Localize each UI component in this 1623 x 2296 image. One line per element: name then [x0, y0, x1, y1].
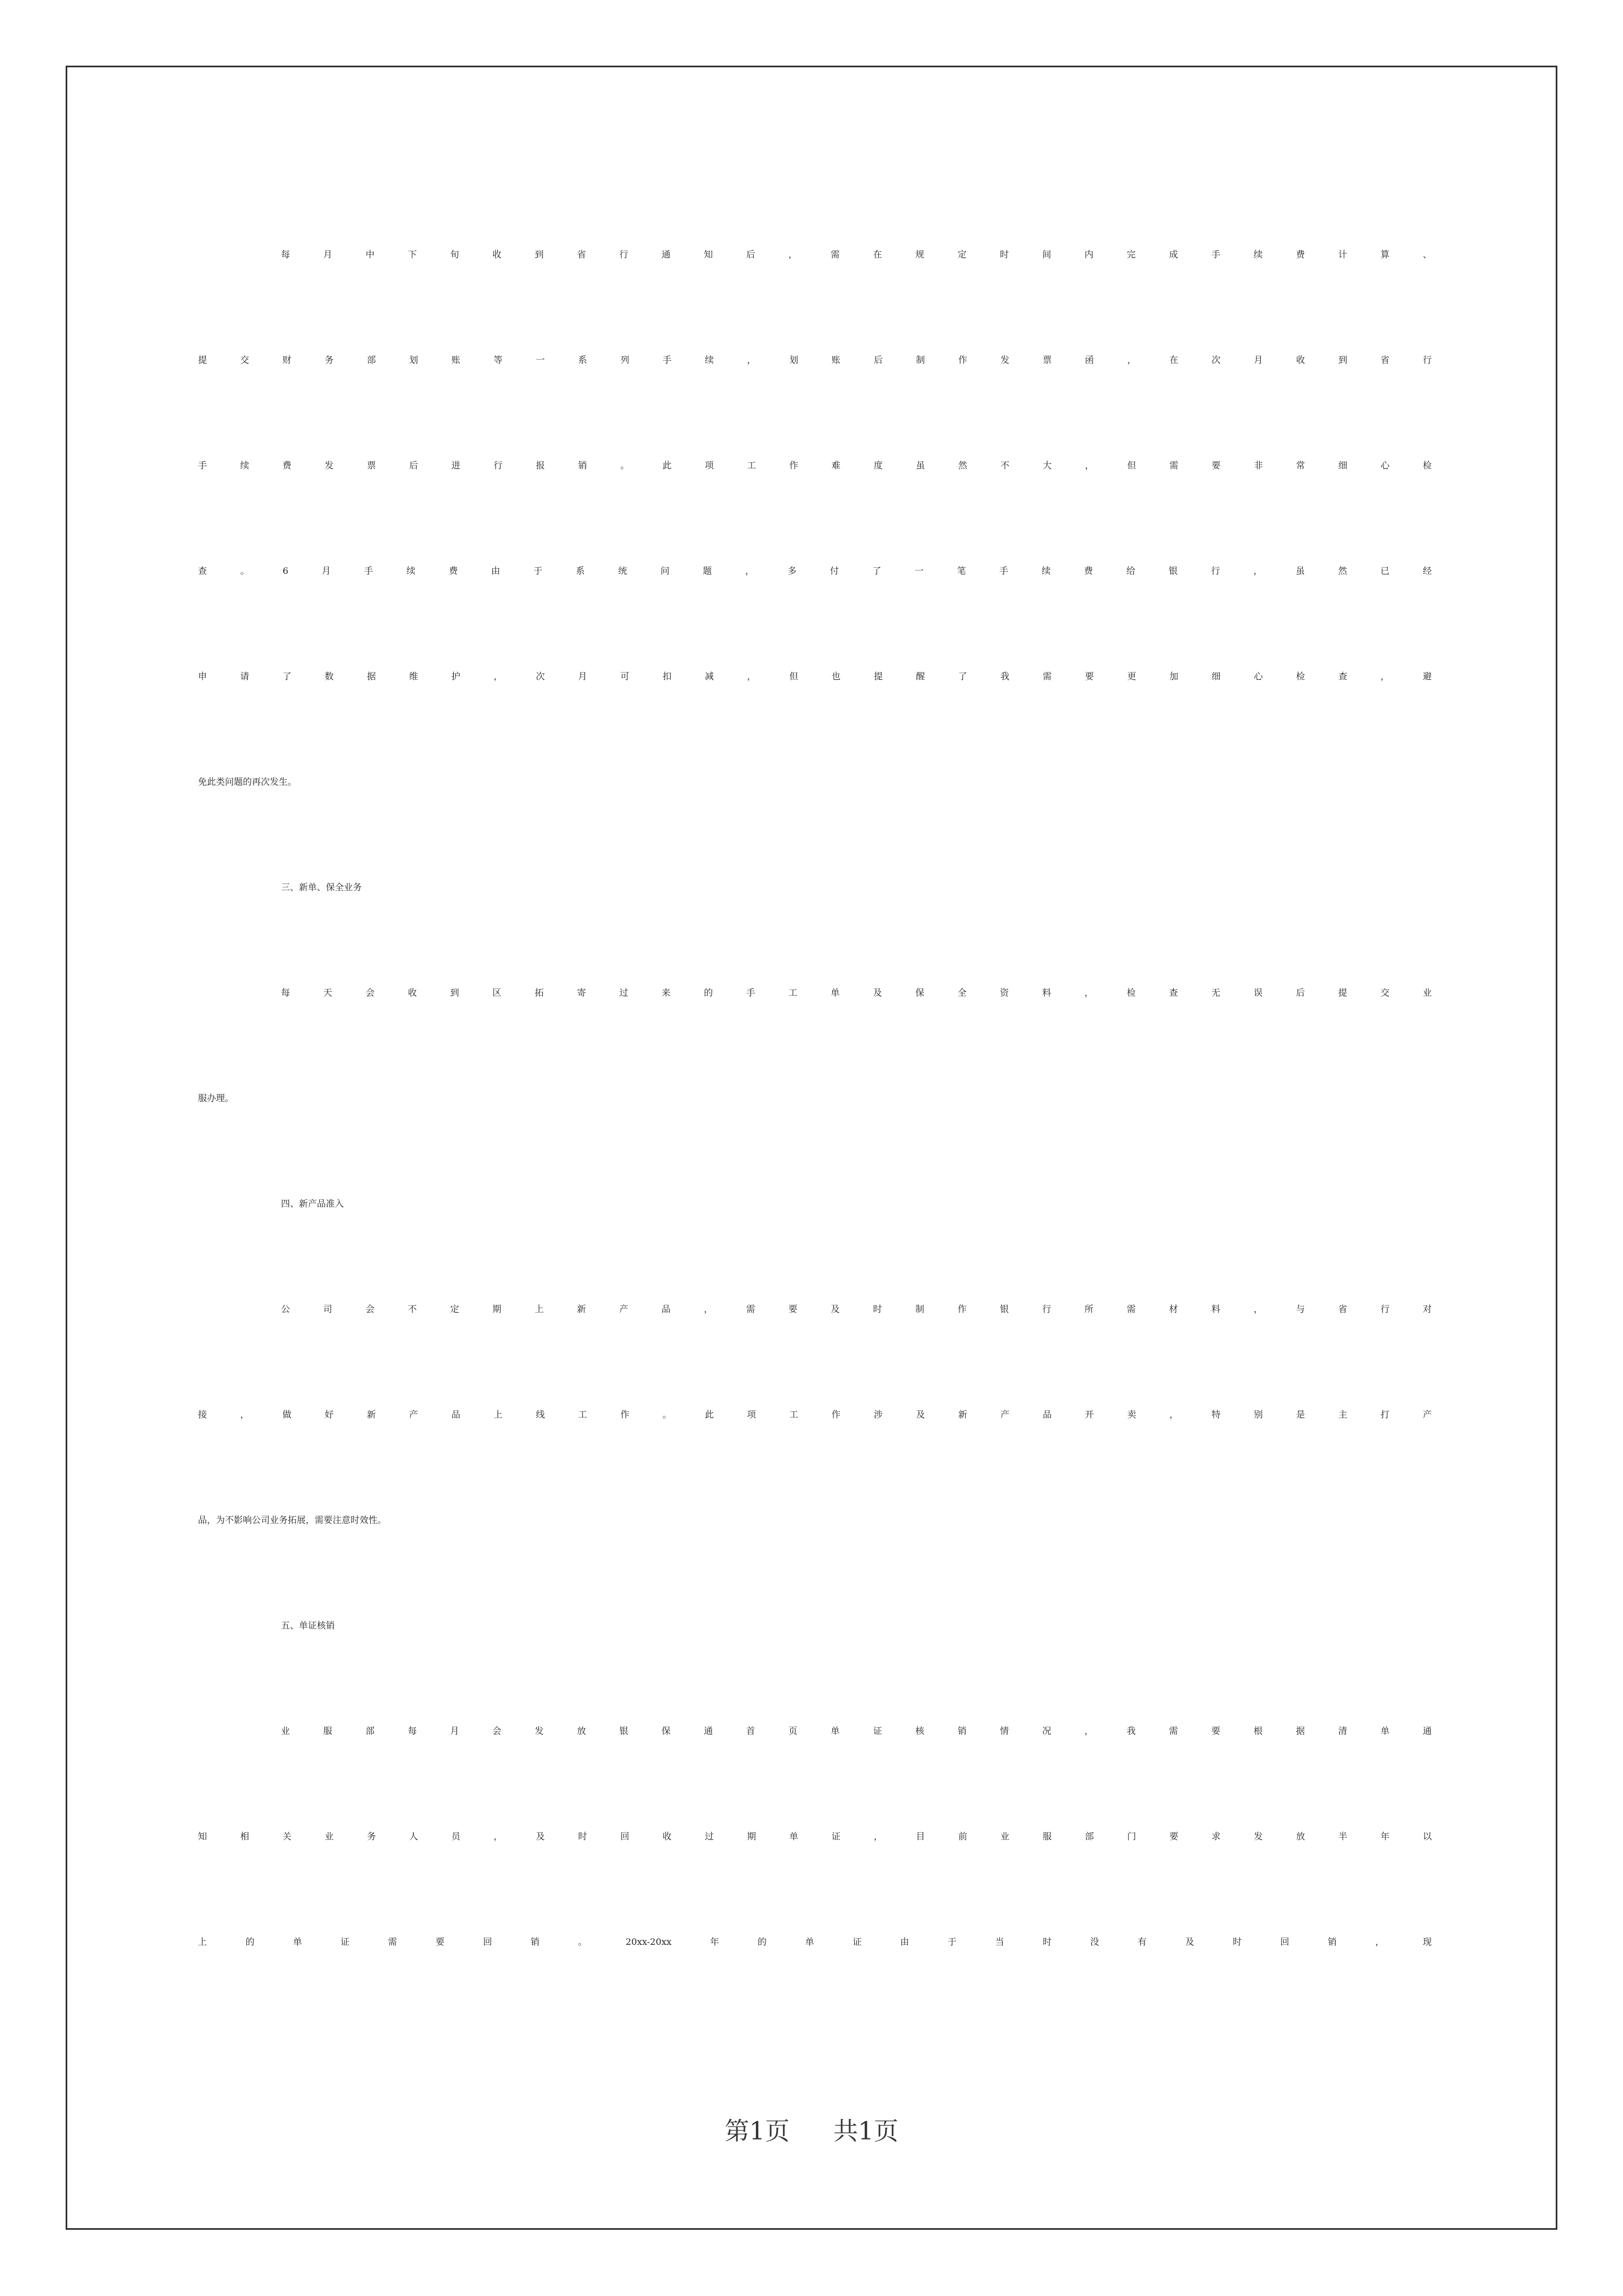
page-total: 共1页 [833, 2117, 898, 2146]
page-footer [0, 2115, 1623, 2148]
section-heading: 三、新单、保全业务 [281, 882, 362, 892]
text-line: 知相关业务人员，及时回收过期单证，目前业服部门要求发放半年以 [198, 1831, 1432, 1842]
text-line: 业服部每月会发放银保通首页单证核销情况，我需要根据清单通 [281, 1726, 1432, 1736]
page-number: 第1页 [725, 2117, 790, 2146]
text-line: 申请了数据维护，次月可扣减，但也提醒了我需要更加细心检查，避 [198, 671, 1432, 682]
text-line: 服办理。 [198, 1093, 234, 1103]
section-heading: 四、新产品准入 [281, 1198, 344, 1209]
text-line: 手续费发票后进行报销。此项工作难度虽然不大，但需要非常细心检 [198, 460, 1432, 471]
text-line: 查。6月手续费由于系统问题，多付了一笔手续费给银行，虽然已经 [198, 565, 1432, 576]
text-line: 提交财务部划账等一系列手续，划账后制作发票函，在次月收到省行 [198, 355, 1432, 365]
section-heading: 五、单证核销 [281, 1620, 335, 1631]
text-line: 每月中下旬收到省行通知后，需在规定时间内完成手续费计算、 [281, 249, 1432, 260]
text-line: 接，做好新产品上线工作。此项工作涉及新产品开卖，特别是主打产 [198, 1409, 1432, 1420]
document-body [198, 202, 1432, 1995]
text-line: 品，为不影响公司业务拓展，需要注意时效性。 [198, 1515, 387, 1525]
text-line: 上的单证需要回销。20xx-20xx年的单证由于当时没有及时回销，现 [198, 1936, 1432, 1947]
text-line: 免此类问题的再次发生。 [198, 776, 297, 787]
text-line: 每天会收到区拓寄过来的手工单及保全资料，检查无误后提交业 [281, 987, 1432, 998]
text-line: 公司会不定期上新产品，需要及时制作银行所需材料，与省行对 [281, 1304, 1432, 1314]
